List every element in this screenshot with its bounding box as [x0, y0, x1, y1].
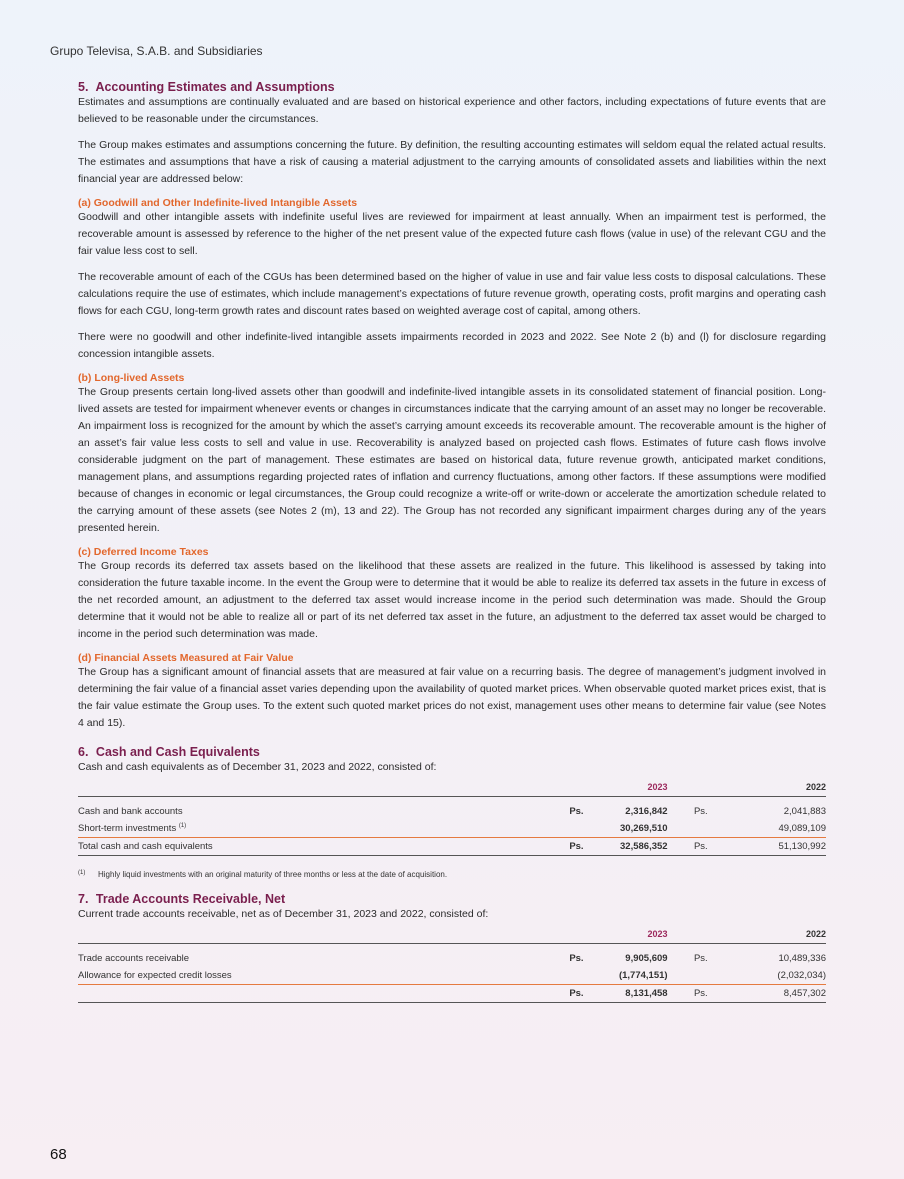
subsection-a-paragraph-2: The recoverable amount of each of the CGUs has been determined based on the higher of value in use and fair value less costs to disposal calculations. These calculations require the use of estimates, which include management’s expectations of future revenue growth, operating costs, profit margins and operating cash flows for each CGU, long-term growth rates and discount rates based on weighted average cost of capital, among others. [78, 271, 826, 317]
row-label: Short-term investments $^{(1)}$ [78, 822, 187, 835]
subsection-c-heading: (c) Deferred Income Taxes [78, 546, 209, 558]
subsection-a-paragraph-3: There were no goodwill and other indefinite-lived intangible assets impairments recorded in 2023 and 2022. See Note 2 (b) and (l) for disclosure regarding concession intangible assets. [78, 331, 826, 360]
section-5-number: 5. [78, 80, 89, 94]
subsection-d-paragraph-1: The Group has a significant amount of financial assets that are measured at fair value on a recurring basis. The degree of management’s judgment involved in determining the fair value of a financial asset varies depending upon the availability of quoted market prices. When observable quoted market prices exist, that is the fair value estimate the Group uses. To the extent such quoted market prices do not exist, management uses other means to determine fair value (see Notes 4 and 15). [78, 666, 826, 729]
section-6-title [78, 745, 826, 759]
total-label: Total cash and cash equivalents [78, 838, 569, 856]
total-row [78, 838, 826, 856]
column-header-2022: 2022 [714, 780, 826, 797]
value-2023: 2,316,842 [625, 806, 668, 817]
currency-2022: Ps. [693, 806, 708, 817]
subsection-c-paragraph-1: The Group records its deferred tax assets based on the likelihood that these assets are realized in the future. This likelihood is assessed by taking into consideration the future taxable income. In the event the Group were to determine that it would be able to realize its deferred tax assets in the future in excess of the net recorded amount, an adjustment to the deferred tax asset would increase income in the period such determination was made. Should the Group determine that it would not be able to realize all or part of its net deferred tax asset in the future, an adjustment to the deferred tax asset would be charged to income in the period such determination was made. [78, 560, 826, 640]
subsection-b-paragraph-1: The Group presents certain long-lived assets other than goodwill and indefinite-lived intangible assets in its consolidated statement of financial position. Long-lived assets are tested for impairment whenever events or changes in circumstances indicate that the carrying amount of an asset may no longer be recoverable. An impairment loss is recognized for the amount by which the asset’s carrying amount exceeds its recoverable amount. The recoverable amount is the higher of an asset’s fair value less costs to sell and value in use. Recoverability is analyzed based on projected cash flows. Estimates of future cash flows involve considerable judgment on the part of management. These estimates are based on historical data, future revenue growth, anticipated market conditions, management plans, and assumptions regarding projected rates of inflation and currency fluctuations, among other factors. If these assumptions were modified because of changes in economic or legal circumstances, the Group could recognize a write-off or write-down or accelerate the amortization schedule related to the carrying amount of these assets (see Notes 2 (m), 13 and 22). The Group has not recorded any significant impairment charges during any of the years presented herein. [78, 386, 826, 534]
section-6-intro: Cash and cash equivalents as of December 31, 2023 and 2022, consisted of: [78, 761, 437, 773]
currency-2022 [668, 967, 714, 985]
footnote-reference: (1) [178, 822, 187, 829]
value-2023: 9,905,609 [625, 953, 668, 964]
section-6-title-text: Cash and Cash Equivalents [95, 745, 260, 759]
subsection-b-heading: (b) Long-lived Assets [78, 372, 185, 384]
currency-2023: Ps. [569, 838, 591, 856]
subsection-d-heading: (d) Financial Assets Measured at Fair Value [78, 652, 294, 664]
total-2023: 8,131,458 [591, 985, 667, 1003]
currency-2023: Ps. [569, 985, 591, 1003]
section-7-title-text: Trade Accounts Receivable, Net [95, 892, 286, 906]
subsection-a-paragraph-1: Goodwill and other intangible assets with indefinite useful lives are reviewed for impairment at least annually. When an impairment test is performed, the recoverable amount is assessed by reference to the higher of the net present value of the expected future cash flows (value in use) of the relevant CGU and the fair value less cost to sell. [78, 211, 826, 257]
page-number: 68 [50, 1146, 67, 1163]
company-header: Grupo Televisa, S.A.B. and Subsidiaries [50, 44, 263, 58]
column-header-2023: 2023 [591, 927, 667, 944]
receivables-table [78, 927, 826, 1003]
footnote-mark: (1) [78, 870, 86, 876]
currency-2023 [569, 967, 591, 985]
value-2022: (2,032,034) [777, 970, 826, 981]
value-2023: (1,774,151) [618, 970, 668, 981]
currency-2022 [668, 820, 714, 838]
currency-2022: Ps. [693, 953, 708, 964]
row-label: Trade accounts receivable [78, 953, 190, 964]
row-label: Allowance for expected credit losses [78, 970, 232, 981]
section-7-title [78, 892, 826, 906]
table-header-spacer [78, 927, 569, 944]
section-5-intro: Estimates and assumptions are continually evaluated and are based on historical experience and other factors, including expectations of future events that are believed to be reasonable under the circumstances. [78, 96, 826, 125]
table-row [78, 820, 826, 838]
table-row [78, 967, 826, 985]
table-row [78, 803, 826, 820]
value-2023: 30,269,510 [620, 823, 668, 834]
total-label [78, 985, 569, 1003]
value-2022: 10,489,336 [778, 953, 826, 964]
footnote-text: Highly liquid investments with an original maturity of three months or less at the date of acquisition. [98, 870, 448, 879]
total-2022: 8,457,302 [714, 985, 826, 1003]
footnote [78, 870, 826, 879]
currency-2023: Ps. [569, 953, 584, 964]
page-content [78, 80, 826, 1003]
currency-2023 [569, 820, 591, 838]
section-5-title-text: Accounting Estimates and Assumptions [95, 80, 335, 94]
table-header-spacer [78, 780, 569, 797]
section-7-number: 7. [78, 892, 89, 906]
section-5-paragraph-2: The Group makes estimates and assumptions concerning the future. By definition, the resulting accounting estimates will seldom equal the related actual results. The estimates and assumptions that have a risk of causing a material adjustment to the carrying amounts of consolidated assets and liabilities within the next financial year are addressed below: [78, 139, 826, 185]
currency-2022: Ps. [668, 838, 714, 856]
currency-2022: Ps. [668, 985, 714, 1003]
cash-equivalents-table [78, 780, 826, 856]
total-row [78, 985, 826, 1003]
section-5-title [78, 80, 826, 94]
section-7-intro: Current trade accounts receivable, net as of December 31, 2023 and 2022, consisted of: [78, 908, 489, 920]
column-header-2022: 2022 [714, 927, 826, 944]
row-label: Cash and bank accounts [78, 806, 183, 817]
value-2022: 2,041,883 [783, 806, 826, 817]
value-2022: 49,089,109 [778, 823, 826, 834]
total-2023: 32,586,352 [591, 838, 667, 856]
total-2022: 51,130,992 [714, 838, 826, 856]
section-6-number: 6. [78, 745, 89, 759]
subsection-a-heading: (a) Goodwill and Other Indefinite-lived Intangible Assets [78, 197, 358, 209]
table-row [78, 950, 826, 967]
column-header-2023: 2023 [591, 780, 667, 797]
currency-2023: Ps. [569, 806, 584, 817]
